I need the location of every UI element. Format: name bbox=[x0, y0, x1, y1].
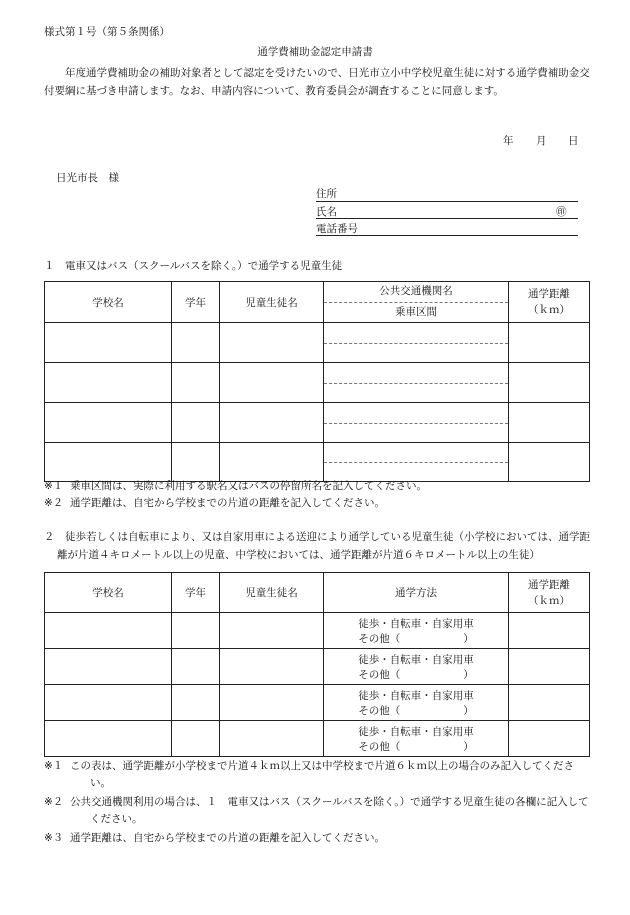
cell-school[interactable] bbox=[45, 721, 172, 757]
cell-student[interactable] bbox=[220, 403, 324, 443]
cell-student[interactable] bbox=[220, 685, 324, 721]
col-school: 学校名 bbox=[45, 282, 172, 323]
date-year[interactable]: 年 bbox=[503, 135, 514, 147]
cell-school[interactable] bbox=[45, 443, 172, 482]
cell-method[interactable]: 徒歩・自転車・自家用車 その他（ ） bbox=[324, 685, 509, 721]
col-transport: 公共交通機関名 bbox=[379, 285, 453, 297]
intro-paragraph: 年度通学費補助金の補助対象者として認定を受けたいので、日光市立小中学校児童生徒に対する通学費補助金交付要綱に基づき申請します。なお、申請内容について、教育委員会が調査することに同意します。 bbox=[44, 67, 590, 97]
col-school: 学校名 bbox=[45, 573, 172, 613]
cell-method[interactable]: 徒歩・自転車・自家用車 その他（ ） bbox=[324, 721, 509, 757]
addressee: 日光市長 様 bbox=[56, 172, 119, 184]
col-distance-unit: （ｋｍ） bbox=[528, 594, 570, 607]
cell-method[interactable]: 徒歩・自転車・自家用車 その他（ ） bbox=[324, 649, 509, 685]
cell-transport[interactable] bbox=[324, 443, 508, 462]
cell-transport[interactable] bbox=[324, 403, 508, 423]
section1-note-2: ※２ 通学距離は、自宅から学校までの片道の距離を記入してください。 bbox=[44, 497, 385, 509]
table-row bbox=[45, 685, 590, 721]
cell-grade[interactable] bbox=[172, 649, 220, 685]
form-number: 様式第１号（第５条関係） bbox=[44, 26, 170, 38]
table-row bbox=[45, 363, 590, 403]
cell-student[interactable] bbox=[220, 721, 324, 757]
cell-grade[interactable] bbox=[172, 363, 220, 403]
cell-distance[interactable] bbox=[509, 685, 590, 721]
table-row bbox=[45, 443, 590, 482]
col-student: 児童生徒名 bbox=[220, 573, 324, 613]
col-route: 乗車区間 bbox=[324, 302, 508, 322]
name-label: 氏名 bbox=[316, 206, 337, 218]
table-row bbox=[45, 403, 590, 443]
cell-distance[interactable] bbox=[509, 403, 590, 443]
seal-mark: ㊞ bbox=[556, 206, 567, 218]
col-method: 通学方法 bbox=[324, 573, 509, 613]
cell-school[interactable] bbox=[45, 403, 172, 443]
table-header-row bbox=[45, 282, 590, 323]
cell-grade[interactable] bbox=[172, 685, 220, 721]
cell-route[interactable] bbox=[324, 383, 508, 403]
page-title: 通学費補助金認定申請書 bbox=[257, 46, 373, 58]
cell-student[interactable] bbox=[220, 613, 324, 649]
col-distance: 通学距離 bbox=[528, 578, 570, 591]
section1-note-1: ※１ 乗車区間は、実際に利用する駅名又はバスの停留所名を記入してください。 bbox=[44, 480, 427, 492]
section2-note-3: ※３ 通学距離は、自宅から学校までの片道の距離を記入してください。 bbox=[44, 832, 385, 844]
cell-school[interactable] bbox=[45, 649, 172, 685]
cell-grade[interactable] bbox=[172, 403, 220, 443]
cell-student[interactable] bbox=[220, 323, 324, 363]
section2-note-2: ※２ 公共交通機関利用の場合は、１ 電車又はバス（スクールバスを除く。）で通学する児童生徒の各欄に記入してください。 bbox=[44, 796, 589, 825]
phone-label: 電話番号 bbox=[316, 223, 358, 235]
cell-distance[interactable] bbox=[509, 649, 590, 685]
cell-school[interactable] bbox=[45, 363, 172, 403]
cell-distance[interactable] bbox=[509, 323, 590, 363]
table-row bbox=[45, 323, 590, 363]
col-distance: 通学距離 bbox=[528, 288, 570, 300]
col-grade: 学年 bbox=[172, 573, 220, 613]
table-row bbox=[45, 649, 590, 685]
cell-distance[interactable] bbox=[509, 613, 590, 649]
cell-route[interactable] bbox=[324, 343, 508, 363]
cell-route[interactable] bbox=[324, 423, 508, 443]
table-row bbox=[45, 721, 590, 757]
date-month[interactable]: 月 bbox=[536, 135, 547, 147]
cell-distance[interactable] bbox=[509, 443, 590, 482]
cell-transport[interactable] bbox=[324, 323, 508, 343]
cell-distance[interactable] bbox=[509, 363, 590, 403]
cell-transport[interactable] bbox=[324, 363, 508, 383]
section1-table bbox=[44, 281, 590, 482]
date-day[interactable]: 日 bbox=[568, 135, 579, 147]
name-line[interactable] bbox=[316, 218, 578, 219]
section2-heading: ２ 徒歩若しくは自転車により、又は自家用車による送迎により通学している児童生徒（小学校においては、通学距離が片道４キロメートル以上の児童、中学校においては、通学距離が片道６キロメートル以上の生徒） bbox=[44, 531, 590, 561]
col-grade: 学年 bbox=[172, 282, 220, 323]
cell-school[interactable] bbox=[45, 323, 172, 363]
col-student: 児童生徒名 bbox=[220, 282, 324, 323]
cell-student[interactable] bbox=[220, 443, 324, 482]
section1-heading: １ 電車又はバス（スクールバスを除く。）で通学する児童生徒 bbox=[44, 260, 343, 272]
phone-line[interactable] bbox=[316, 235, 578, 236]
address-label: 住所 bbox=[316, 188, 337, 200]
table-header-row bbox=[45, 573, 590, 613]
cell-school[interactable] bbox=[45, 685, 172, 721]
cell-distance[interactable] bbox=[509, 721, 590, 757]
cell-method[interactable]: 徒歩・自転車・自家用車 その他（ ） bbox=[324, 613, 509, 649]
cell-student[interactable] bbox=[220, 649, 324, 685]
cell-grade[interactable] bbox=[172, 443, 220, 482]
cell-student[interactable] bbox=[220, 363, 324, 403]
cell-grade[interactable] bbox=[172, 323, 220, 363]
col-distance-unit: （ｋｍ） bbox=[528, 304, 570, 316]
cell-grade[interactable] bbox=[172, 721, 220, 757]
address-line[interactable] bbox=[316, 201, 578, 202]
cell-school[interactable] bbox=[45, 613, 172, 649]
section2-table bbox=[44, 572, 590, 757]
table-row bbox=[45, 613, 590, 649]
cell-grade[interactable] bbox=[172, 613, 220, 649]
section2-note-1: ※１ この表は、通学距離が小学校まで片道４ｋｍ以上又は中学校まで片道６ｋｍ以上の場合のみ記入してください。 bbox=[44, 760, 574, 789]
